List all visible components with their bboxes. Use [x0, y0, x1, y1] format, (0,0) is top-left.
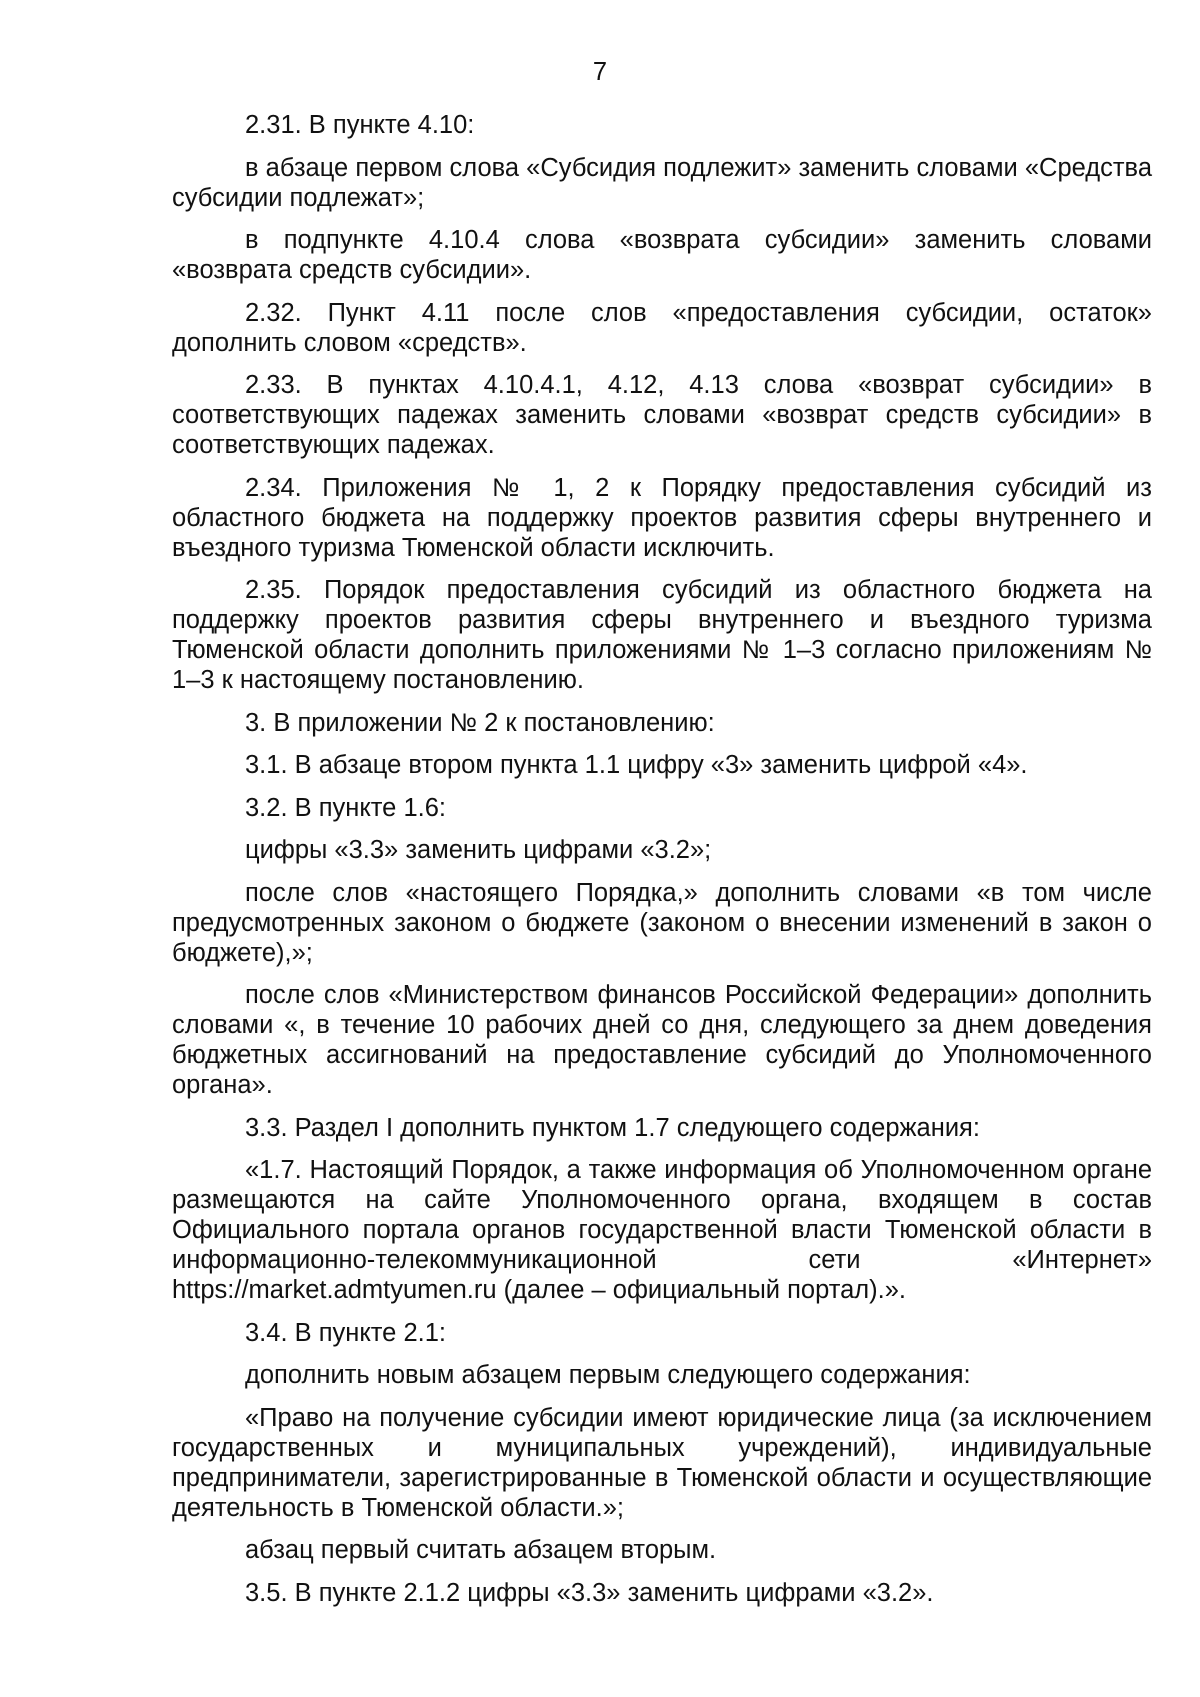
paragraph: после слов «настоящего Порядка,» дополнить словами «в том числе предусмотренных законом о бюджете (законом о внесении изменений в закон о бюджете),»; — [172, 878, 1152, 967]
paragraph: 3.5. В пункте 2.1.2 цифры «3.3» заменить цифрами «3.2». — [245, 1578, 934, 1607]
paragraph: в абзаце первом слова «Субсидия подлежит» заменить словами «Средства субсидии подлежат»; — [172, 153, 1152, 212]
paragraph: 3.4. В пункте 2.1: — [245, 1318, 446, 1347]
paragraph: «1.7. Настоящий Порядок, а также информация об Уполномоченном органе размещаются на сайте Уполномоченного органа, входящем в состав Официального портала органов государственной власти Тюменской области в информационно-телекоммуникационной сети «Интернет» https://market.admtyumen.ru (далее – официальный портал).». — [172, 1156, 1152, 1304]
paragraph: цифры «3.3» заменить цифрами «3.2»; — [245, 836, 712, 864]
paragraph: 2.34. Приложения № 1, 2 к Порядку предоставления субсидий из областного бюджета на поддержку проектов развития сферы внутреннего и въездного туризма Тюменской области исключить. — [172, 473, 1152, 562]
paragraph: 2.33. В пунктах 4.10.4.1, 4.12, 4.13 слова «возврат субсидии» в соответствующих падежах заменить словами «возврат средств субсидии» в соответствующих падежах. — [172, 371, 1152, 459]
paragraph: 2.35. Порядок предоставления субсидий из областного бюджета на поддержку проектов развития сферы внутреннего и въездного туризма Тюменской области дополнить приложениями № 1–3 согласно приложениям № 1–3 к настоящему постановлению. — [172, 576, 1152, 694]
paragraph: в подпункте 4.10.4 слова «возврата субсидии» заменить словами «возврата средств субсидии». — [172, 226, 1152, 284]
paragraph: после слов «Министерством финансов Российской Федерации» дополнить словами «, в течение 10 рабочих дней со дня, следующего за днем доведения бюджетных ассигнований на предоставление субсидий до Уполномоченного органа». — [172, 981, 1152, 1099]
paragraph: 2.32. Пункт 4.11 после слов «предоставления субсидии, остаток» дополнить словом «средств». — [172, 298, 1152, 357]
paragraph: 3.1. В абзаце втором пункта 1.1 цифру «3» заменить цифрой «4». — [245, 751, 1028, 779]
page-number: 7 — [592, 58, 608, 86]
paragraph: 3. В приложении № 2 к постановлению: — [245, 708, 715, 737]
paragraph: 3.3. Раздел I дополнить пунктом 1.7 следующего содержания: — [245, 1113, 980, 1142]
paragraph: 2.31. В пункте 4.10: — [245, 111, 475, 139]
paragraph: 3.2. В пункте 1.6: — [245, 793, 446, 822]
document-body — [172, 110, 1152, 1608]
paragraph: «Право на получение субсидии имеют юридические лица (за исключением государственных и муниципальных учреждений), индивидуальные предприниматели, зарегистрированные в Тюменской области и осуществляющие деятельность в Тюменской области.»; — [172, 1403, 1152, 1522]
paragraph: абзац первый считать абзацем вторым. — [245, 1536, 717, 1564]
paragraph: дополнить новым абзацем первым следующего содержания: — [245, 1361, 971, 1389]
